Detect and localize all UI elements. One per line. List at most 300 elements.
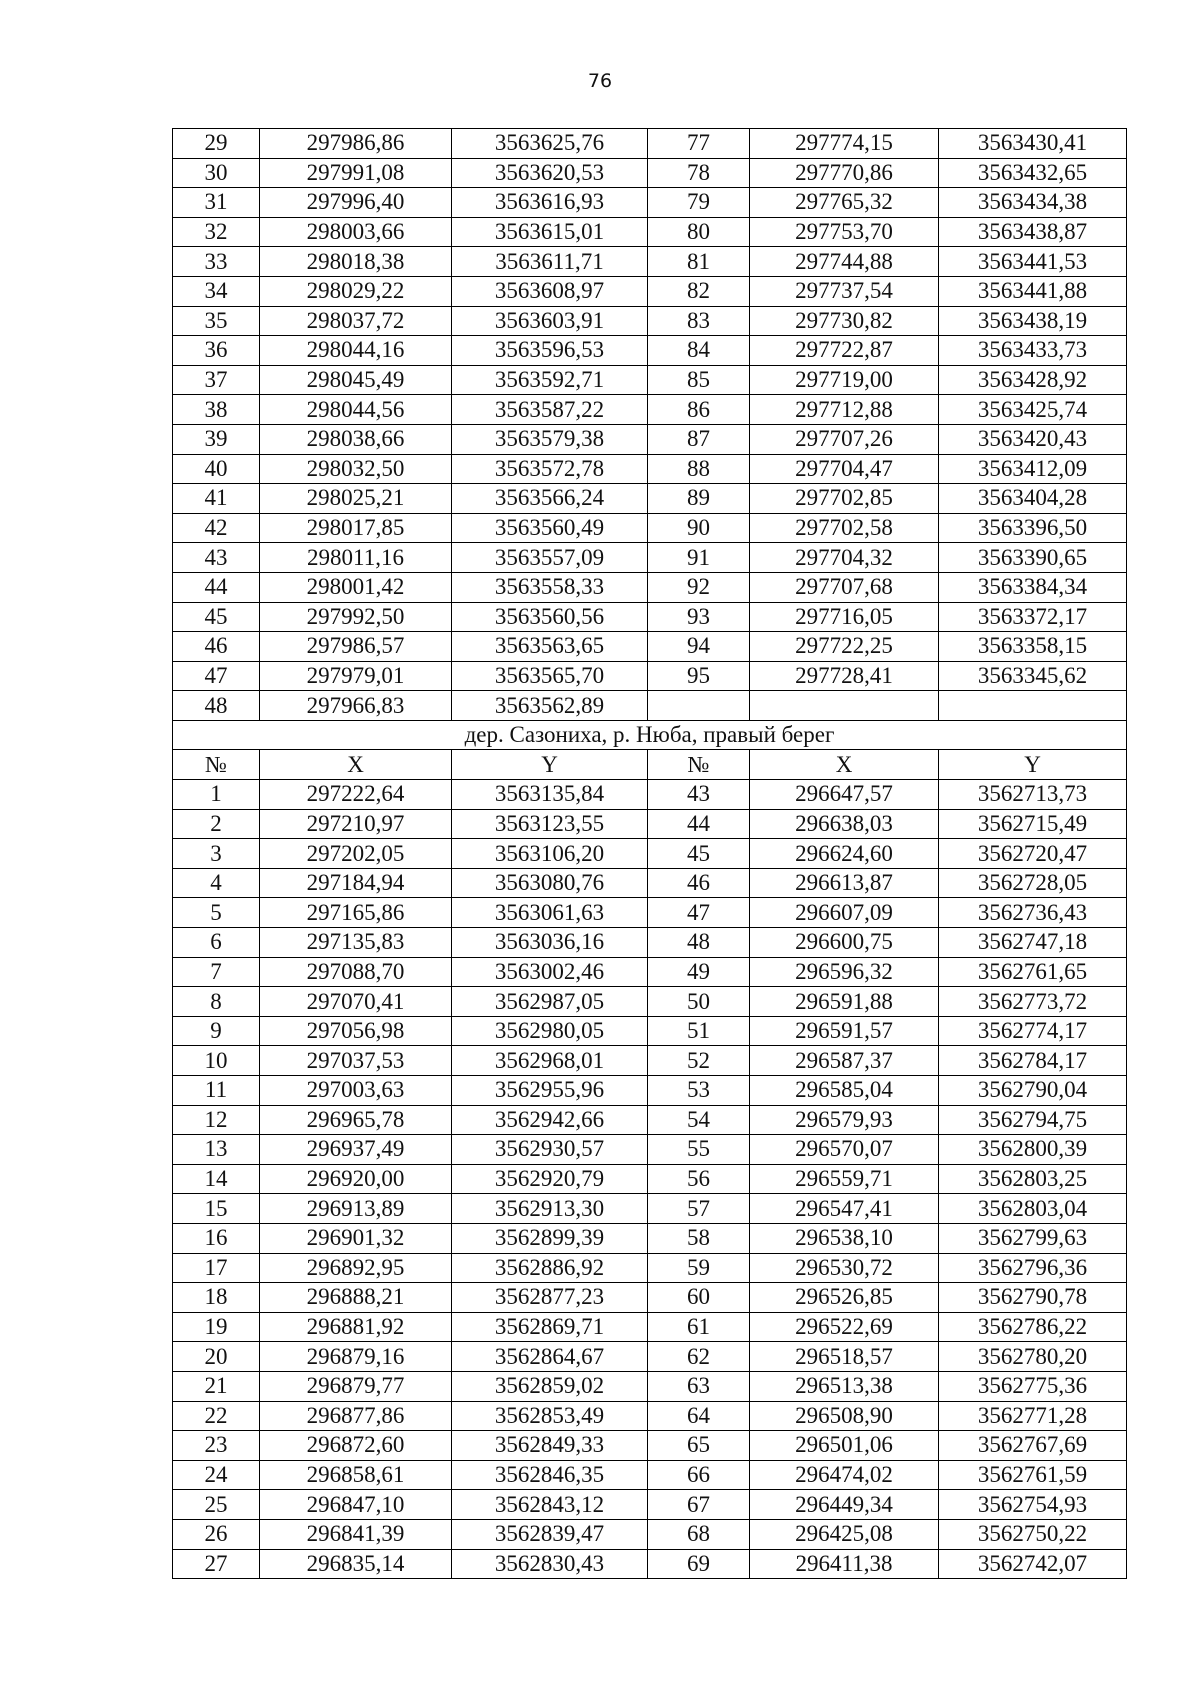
table-cell-x-coordinate: 297774,15 [750,129,939,159]
table-cell-x-coordinate: 297716,05 [750,602,939,632]
table-row [173,1401,1127,1431]
table-cell-x-coordinate: 296847,10 [260,1490,452,1520]
table-cell-x-coordinate: 296570,07 [750,1135,939,1165]
table-cell-x-coordinate: 297730,82 [750,306,939,336]
table-cell-x-coordinate: 297165,86 [260,898,452,928]
table-cell-point-number: 48 [173,691,260,721]
table-cell-x-coordinate: 298018,38 [260,247,452,277]
table-cell-y-coordinate: 3562771,28 [939,1401,1127,1431]
table-cell-point-number: 44 [173,572,260,602]
header-cell-y-right: Y [939,750,1127,780]
table-row [173,1164,1127,1194]
table-cell-y-coordinate: 3563596,53 [452,336,648,366]
table-cell-point-number: 69 [648,1549,750,1579]
table-cell-point-number: 16 [173,1223,260,1253]
table-cell-point-number: 42 [173,513,260,543]
table-cell-y-coordinate: 3562853,49 [452,1401,648,1431]
table-cell-point-number: 79 [648,188,750,218]
table-cell-y-coordinate: 3563434,38 [939,188,1127,218]
table-cell-point-number: 20 [173,1342,260,1372]
table-cell-y-coordinate: 3562942,66 [452,1105,648,1135]
section-title-row [173,720,1127,750]
coordinates-table [172,128,1127,1579]
table-cell-point-number: 30 [173,158,260,188]
table-cell-y-coordinate: 3563345,62 [939,661,1127,691]
table-cell-point-number: 63 [648,1371,750,1401]
table-row [173,484,1127,514]
table-cell-x-coordinate: 297704,32 [750,543,939,573]
table-cell-y-coordinate: 3562786,22 [939,1312,1127,1342]
table-cell-y-coordinate: 3562775,36 [939,1371,1127,1401]
table-row [173,868,1127,898]
table-cell-point-number: 24 [173,1460,260,1490]
table-cell-x-coordinate: 296937,49 [260,1135,452,1165]
table-cell-x-coordinate: 296913,89 [260,1194,452,1224]
table-cell-point-number: 32 [173,217,260,247]
table-row [173,1460,1127,1490]
table-cell-point-number: 46 [648,868,750,898]
table-cell-y-coordinate: 3563036,16 [452,928,648,958]
table-cell-point-number: 53 [648,1076,750,1106]
table-cell-y-coordinate: 3562864,67 [452,1342,648,1372]
table-cell-y-coordinate: 3562899,39 [452,1223,648,1253]
table-cell-point-number [648,691,750,721]
table-cell-y-coordinate: 3562790,04 [939,1076,1127,1106]
table-cell-point-number: 81 [648,247,750,277]
table-cell-x-coordinate: 296600,75 [750,928,939,958]
table-cell-y-coordinate: 3562784,17 [939,1046,1127,1076]
table-row [173,1223,1127,1253]
table-cell-x-coordinate: 297037,53 [260,1046,452,1076]
table-cell-y-coordinate: 3562799,63 [939,1223,1127,1253]
table-cell-point-number: 77 [648,129,750,159]
table-cell-y-coordinate: 3562968,01 [452,1046,648,1076]
table-cell-y-coordinate: 3562773,72 [939,987,1127,1017]
table-cell-point-number: 95 [648,661,750,691]
table-row [173,424,1127,454]
table-cell-y-coordinate: 3562930,57 [452,1135,648,1165]
table-cell-y-coordinate: 3562839,47 [452,1519,648,1549]
table-row [173,632,1127,662]
table-cell-x-coordinate: 297728,41 [750,661,939,691]
table-cell-x-coordinate: 296596,32 [750,957,939,987]
table-cell-x-coordinate: 297704,47 [750,454,939,484]
table-cell-y-coordinate: 3563563,65 [452,632,648,662]
table-cell-x-coordinate: 297184,94 [260,868,452,898]
table-cell-y-coordinate: 3563123,55 [452,809,648,839]
table-cell-y-coordinate: 3562913,30 [452,1194,648,1224]
table-cell-point-number: 54 [648,1105,750,1135]
table-cell-y-coordinate: 3562846,35 [452,1460,648,1490]
table-cell-y-coordinate: 3563441,88 [939,276,1127,306]
header-cell-number-left: № [173,750,260,780]
table-cell-point-number: 52 [648,1046,750,1076]
table-row [173,987,1127,1017]
table-cell-y-coordinate: 3563002,46 [452,957,648,987]
table-cell-point-number: 58 [648,1223,750,1253]
table-cell-x-coordinate: 296547,41 [750,1194,939,1224]
table-cell-x-coordinate: 296881,92 [260,1312,452,1342]
table-cell-point-number: 1 [173,780,260,810]
table-cell-x-coordinate: 298001,42 [260,572,452,602]
header-row [173,750,1127,780]
table-cell-y-coordinate: 3563562,89 [452,691,648,721]
table-cell-point-number: 15 [173,1194,260,1224]
table-cell-y-coordinate [939,691,1127,721]
table-row [173,898,1127,928]
table-cell-point-number: 47 [173,661,260,691]
table-cell-y-coordinate: 3562736,43 [939,898,1127,928]
table-row [173,1342,1127,1372]
table-row [173,395,1127,425]
table-cell-x-coordinate: 296538,10 [750,1223,939,1253]
table-cell-y-coordinate: 3563615,01 [452,217,648,247]
table-cell-y-coordinate: 3562761,65 [939,957,1127,987]
table-cell-point-number: 26 [173,1519,260,1549]
table-cell-y-coordinate: 3563572,78 [452,454,648,484]
table-cell-y-coordinate: 3563430,41 [939,129,1127,159]
table-cell-y-coordinate: 3563557,09 [452,543,648,573]
table-cell-point-number: 57 [648,1194,750,1224]
table-cell-x-coordinate: 296920,00 [260,1164,452,1194]
table-cell-x-coordinate: 296559,71 [750,1164,939,1194]
table-cell-point-number: 41 [173,484,260,514]
table-cell-y-coordinate: 3562849,33 [452,1431,648,1461]
table-row [173,1549,1127,1579]
table-cell-point-number: 37 [173,365,260,395]
table-cell-x-coordinate: 297991,08 [260,158,452,188]
table-cell-y-coordinate: 3563611,71 [452,247,648,277]
table-cell-y-coordinate: 3563592,71 [452,365,648,395]
table-cell-point-number: 31 [173,188,260,218]
table-cell-x-coordinate: 296877,86 [260,1401,452,1431]
table-row [173,306,1127,336]
table-cell-x-coordinate: 297719,00 [750,365,939,395]
table-cell-y-coordinate: 3563438,19 [939,306,1127,336]
table-cell-x-coordinate: 296425,08 [750,1519,939,1549]
table-cell-point-number: 50 [648,987,750,1017]
table-row [173,928,1127,958]
table-row [173,1046,1127,1076]
table-cell-x-coordinate: 297992,50 [260,602,452,632]
table-cell-y-coordinate: 3562747,18 [939,928,1127,958]
table-cell-x-coordinate: 297088,70 [260,957,452,987]
table-cell-x-coordinate: 297979,01 [260,661,452,691]
table-cell-y-coordinate: 3563620,53 [452,158,648,188]
table-cell-point-number: 38 [173,395,260,425]
table-cell-point-number: 36 [173,336,260,366]
table-cell-point-number: 91 [648,543,750,573]
table-row [173,780,1127,810]
table-cell-point-number: 90 [648,513,750,543]
table-cell-point-number: 47 [648,898,750,928]
table-cell-y-coordinate: 3562715,49 [939,809,1127,839]
table-cell-x-coordinate: 296585,04 [750,1076,939,1106]
table-cell-y-coordinate: 3563603,91 [452,306,648,336]
table-cell-x-coordinate: 297996,40 [260,188,452,218]
table-cell-point-number: 84 [648,336,750,366]
table-cell-y-coordinate: 3562780,20 [939,1342,1127,1372]
table-cell-y-coordinate: 3563412,09 [939,454,1127,484]
table-cell-point-number: 55 [648,1135,750,1165]
table-row [173,1283,1127,1313]
table-cell-y-coordinate: 3563404,28 [939,484,1127,514]
table-cell-y-coordinate: 3562800,39 [939,1135,1127,1165]
table-cell-x-coordinate: 296474,02 [750,1460,939,1490]
table-cell-y-coordinate: 3562920,79 [452,1164,648,1194]
table-cell-x-coordinate: 296872,60 [260,1431,452,1461]
table-cell-y-coordinate: 3562754,93 [939,1490,1127,1520]
table-row [173,188,1127,218]
table-cell-x-coordinate: 296501,06 [750,1431,939,1461]
table-cell-y-coordinate: 3563135,84 [452,780,648,810]
table-cell-y-coordinate: 3563608,97 [452,276,648,306]
table-cell-x-coordinate: 298044,16 [260,336,452,366]
table-cell-y-coordinate: 3563080,76 [452,868,648,898]
table-cell-point-number: 89 [648,484,750,514]
table-cell-y-coordinate: 3563579,38 [452,424,648,454]
table-row [173,1135,1127,1165]
table-cell-y-coordinate: 3562830,43 [452,1549,648,1579]
table-row [173,129,1127,159]
table-cell-point-number: 87 [648,424,750,454]
table-cell-x-coordinate: 298003,66 [260,217,452,247]
table-cell-point-number: 10 [173,1046,260,1076]
table-cell-x-coordinate: 297707,26 [750,424,939,454]
table-cell-y-coordinate: 3563390,65 [939,543,1127,573]
table-cell-point-number: 78 [648,158,750,188]
table-cell-y-coordinate: 3562803,04 [939,1194,1127,1224]
table-cell-point-number: 12 [173,1105,260,1135]
table-cell-point-number: 88 [648,454,750,484]
table-cell-y-coordinate: 3562713,73 [939,780,1127,810]
table-cell-y-coordinate: 3562843,12 [452,1490,648,1520]
table-cell-x-coordinate: 298025,21 [260,484,452,514]
table-row [173,365,1127,395]
table-cell-x-coordinate: 296607,09 [750,898,939,928]
table-cell-x-coordinate: 297702,58 [750,513,939,543]
table-cell-x-coordinate: 297722,87 [750,336,939,366]
table-cell-point-number: 49 [648,957,750,987]
table-cell-point-number: 29 [173,129,260,159]
table-cell-point-number: 43 [173,543,260,573]
table-row [173,217,1127,247]
table-cell-x-coordinate: 298044,56 [260,395,452,425]
table-row [173,1431,1127,1461]
table-cell-point-number: 48 [648,928,750,958]
table-row [173,1076,1127,1106]
table-cell-y-coordinate: 3562761,59 [939,1460,1127,1490]
table-cell-y-coordinate: 3563061,63 [452,898,648,928]
table-cell-x-coordinate: 296591,57 [750,1016,939,1046]
table-cell-point-number: 66 [648,1460,750,1490]
header-cell-y-left: Y [452,750,648,780]
table-cell-y-coordinate: 3562980,05 [452,1016,648,1046]
table-cell-x-coordinate: 296508,90 [750,1401,939,1431]
table-cell-point-number: 60 [648,1283,750,1313]
table-cell-point-number: 83 [648,306,750,336]
table-row [173,1253,1127,1283]
table-cell-x-coordinate: 298038,66 [260,424,452,454]
table-cell-y-coordinate: 3563438,87 [939,217,1127,247]
table-cell-point-number: 3 [173,839,260,869]
table-cell-point-number: 33 [173,247,260,277]
table-cell-x-coordinate: 296879,77 [260,1371,452,1401]
table-row [173,158,1127,188]
table-cell-point-number: 4 [173,868,260,898]
table-cell-y-coordinate: 3562720,47 [939,839,1127,869]
table-cell-y-coordinate: 3562742,07 [939,1549,1127,1579]
table-cell-y-coordinate: 3563396,50 [939,513,1127,543]
table-cell-point-number: 39 [173,424,260,454]
table-cell-y-coordinate: 3562767,69 [939,1431,1127,1461]
table-cell-x-coordinate: 296579,93 [750,1105,939,1135]
table-cell-x-coordinate: 297707,68 [750,572,939,602]
table-row [173,1105,1127,1135]
table-cell-point-number: 80 [648,217,750,247]
table-cell-x-coordinate: 296647,57 [750,780,939,810]
table-cell-x-coordinate: 296624,60 [750,839,939,869]
table-row [173,1519,1127,1549]
table-cell-x-coordinate: 298045,49 [260,365,452,395]
table-cell-y-coordinate: 3563433,73 [939,336,1127,366]
table-cell-y-coordinate: 3562796,36 [939,1253,1127,1283]
table-cell-x-coordinate: 298032,50 [260,454,452,484]
table-cell-x-coordinate: 297056,98 [260,1016,452,1046]
table-cell-y-coordinate: 3563432,65 [939,158,1127,188]
table-cell-point-number: 27 [173,1549,260,1579]
table-cell-point-number: 92 [648,572,750,602]
table-row [173,1371,1127,1401]
table-cell-point-number: 7 [173,957,260,987]
table-cell-x-coordinate: 296858,61 [260,1460,452,1490]
table-cell-point-number: 6 [173,928,260,958]
table-cell-point-number: 11 [173,1076,260,1106]
table-cell-point-number: 86 [648,395,750,425]
table-cell-point-number: 2 [173,809,260,839]
table-cell-x-coordinate: 296587,37 [750,1046,939,1076]
table-row [173,247,1127,277]
table-row [173,1016,1127,1046]
table-cell-y-coordinate: 3563560,56 [452,602,648,632]
table-row [173,1312,1127,1342]
table-row [173,661,1127,691]
table-cell-x-coordinate: 298029,22 [260,276,452,306]
table-cell-point-number: 68 [648,1519,750,1549]
table-row [173,572,1127,602]
table-cell-x-coordinate: 297070,41 [260,987,452,1017]
table-cell-x-coordinate: 297135,83 [260,928,452,958]
table-cell-y-coordinate: 3563420,43 [939,424,1127,454]
table-cell-point-number: 44 [648,809,750,839]
table-cell-point-number: 59 [648,1253,750,1283]
header-cell-number-right: № [648,750,750,780]
table-cell-y-coordinate: 3563625,76 [452,129,648,159]
table-cell-point-number: 94 [648,632,750,662]
table-row [173,513,1127,543]
table-cell-point-number: 22 [173,1401,260,1431]
table-cell-x-coordinate: 296835,14 [260,1549,452,1579]
table-cell-point-number: 25 [173,1490,260,1520]
table-cell-x-coordinate: 296901,32 [260,1223,452,1253]
table-cell-point-number: 64 [648,1401,750,1431]
table-cell-y-coordinate: 3562728,05 [939,868,1127,898]
table-cell-y-coordinate: 3563587,22 [452,395,648,425]
table-cell-x-coordinate: 297770,86 [750,158,939,188]
section1-body [173,129,1127,721]
header-cell-x-right: X [750,750,939,780]
table-cell-y-coordinate: 3562987,05 [452,987,648,1017]
table-cell-point-number: 65 [648,1431,750,1461]
table-row [173,691,1127,721]
table-cell-x-coordinate: 297986,86 [260,129,452,159]
table-cell-x-coordinate: 296518,57 [750,1342,939,1372]
table-cell-x-coordinate: 297722,25 [750,632,939,662]
table-cell-x-coordinate: 297737,54 [750,276,939,306]
table-cell-x-coordinate: 297986,57 [260,632,452,662]
table-row [173,1490,1127,1520]
table-cell-x-coordinate: 297765,32 [750,188,939,218]
table-cell-y-coordinate: 3562790,78 [939,1283,1127,1313]
table-cell-x-coordinate: 296638,03 [750,809,939,839]
table-cell-point-number: 61 [648,1312,750,1342]
section-title: дер. Сазониха, р. Нюба, правый берег [173,720,1127,750]
table-cell-point-number: 9 [173,1016,260,1046]
table-cell-point-number: 35 [173,306,260,336]
table-cell-y-coordinate: 3563372,17 [939,602,1127,632]
table-cell-point-number: 56 [648,1164,750,1194]
table-cell-point-number: 67 [648,1490,750,1520]
table-cell-x-coordinate: 296892,95 [260,1253,452,1283]
table-row [173,454,1127,484]
table-cell-point-number: 40 [173,454,260,484]
table-cell-x-coordinate: 297744,88 [750,247,939,277]
table-cell-x-coordinate: 297202,05 [260,839,452,869]
table-cell-y-coordinate: 3563384,34 [939,572,1127,602]
table-cell-point-number: 43 [648,780,750,810]
table-row [173,602,1127,632]
table-cell-x-coordinate: 297966,83 [260,691,452,721]
table-row [173,276,1127,306]
table-row [173,1194,1127,1224]
table-cell-x-coordinate: 296513,38 [750,1371,939,1401]
table-cell-point-number: 46 [173,632,260,662]
table-row [173,809,1127,839]
table-cell-point-number: 19 [173,1312,260,1342]
table-cell-y-coordinate: 3563425,74 [939,395,1127,425]
table-cell-x-coordinate: 296449,34 [750,1490,939,1520]
table-cell-x-coordinate: 297753,70 [750,217,939,247]
table-cell-x-coordinate: 296888,21 [260,1283,452,1313]
table-cell-y-coordinate: 3562955,96 [452,1076,648,1106]
table-cell-y-coordinate: 3562774,17 [939,1016,1127,1046]
table-cell-x-coordinate: 296613,87 [750,868,939,898]
table-cell-x-coordinate: 296841,39 [260,1519,452,1549]
table-cell-y-coordinate: 3562877,23 [452,1283,648,1313]
table-row [173,839,1127,869]
table-cell-point-number: 45 [648,839,750,869]
table-cell-y-coordinate: 3562886,92 [452,1253,648,1283]
table-cell-point-number: 82 [648,276,750,306]
table-cell-y-coordinate: 3563558,33 [452,572,648,602]
table-cell-y-coordinate: 3563616,93 [452,188,648,218]
table-cell-y-coordinate: 3562869,71 [452,1312,648,1342]
table-cell-y-coordinate: 3563565,70 [452,661,648,691]
table-cell-y-coordinate: 3563560,49 [452,513,648,543]
table-cell-x-coordinate: 296530,72 [750,1253,939,1283]
table-cell-x-coordinate: 297702,85 [750,484,939,514]
table-cell-point-number: 21 [173,1371,260,1401]
